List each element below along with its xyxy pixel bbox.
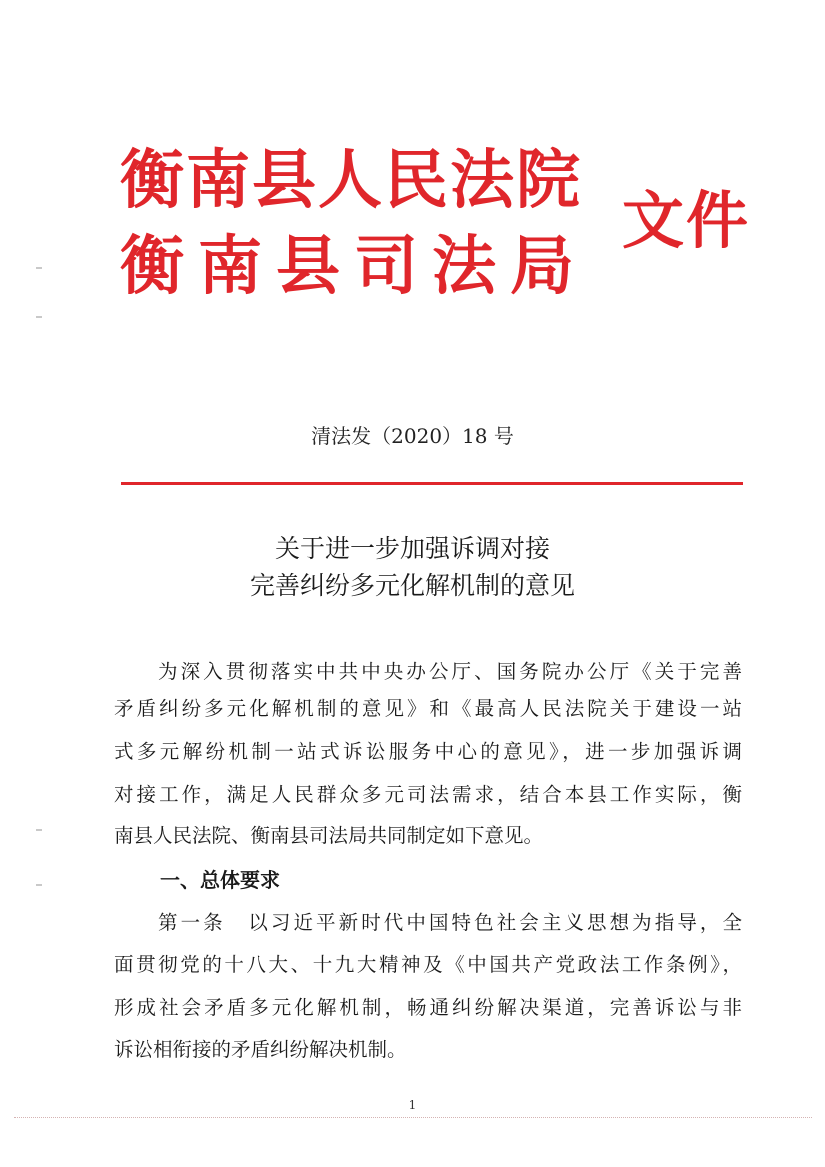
paragraph-line: 式多元解纷机制一站式诉讼服务中心的意见》，进一步加强诉调 <box>114 740 742 763</box>
paragraph-line: 南县人民法院、衡南县司法局共同制定如下意见。 <box>114 824 544 847</box>
paragraph-line: 对接工作，满足人民群众多元司法需求，结合本县工作实际，衡 <box>114 783 742 806</box>
scan-mark <box>36 884 42 886</box>
document-title-line-2: 完善纠纷多元化解机制的意见 <box>249 571 575 600</box>
page-number: 1 <box>408 1098 417 1112</box>
article-line: 诉讼相衔接的矛盾纠纷解决机制。 <box>114 1038 407 1061</box>
article-line: 面贯彻党的十八大、十九大精神及《中国共产党政法工作条例》， <box>114 953 742 976</box>
section-heading: 一、总体要求 <box>160 868 280 892</box>
issuer-name-justice-bureau: 衡南县司法局 <box>120 230 588 304</box>
scan-mark <box>36 829 42 831</box>
document-number: 清法发（2020）18 号 <box>311 424 514 448</box>
document-title-line-1: 关于进一步加强诉调对接 <box>274 534 550 563</box>
paragraph-line: 矛盾纠纷多元化解机制的意见》和《最高人民法院关于建设一站 <box>114 697 742 720</box>
paragraph-line: 为深入贯彻落实中共中央办公厅、国务院办公厅《关于完善 <box>158 660 742 683</box>
red-divider <box>121 482 743 485</box>
article-line: 第一条 以习近平新时代中国特色社会主义思想为指导，全 <box>158 911 742 934</box>
scan-mark <box>36 267 42 269</box>
scan-mark <box>36 316 42 318</box>
document-label: 文件 <box>622 184 751 257</box>
footer-divider <box>14 1117 812 1118</box>
issuer-name-court: 衡南县人民法院 <box>120 144 582 218</box>
article-line: 形成社会矛盾多元化解机制，畅通纠纷解决渠道，完善诉讼与非 <box>114 996 742 1019</box>
